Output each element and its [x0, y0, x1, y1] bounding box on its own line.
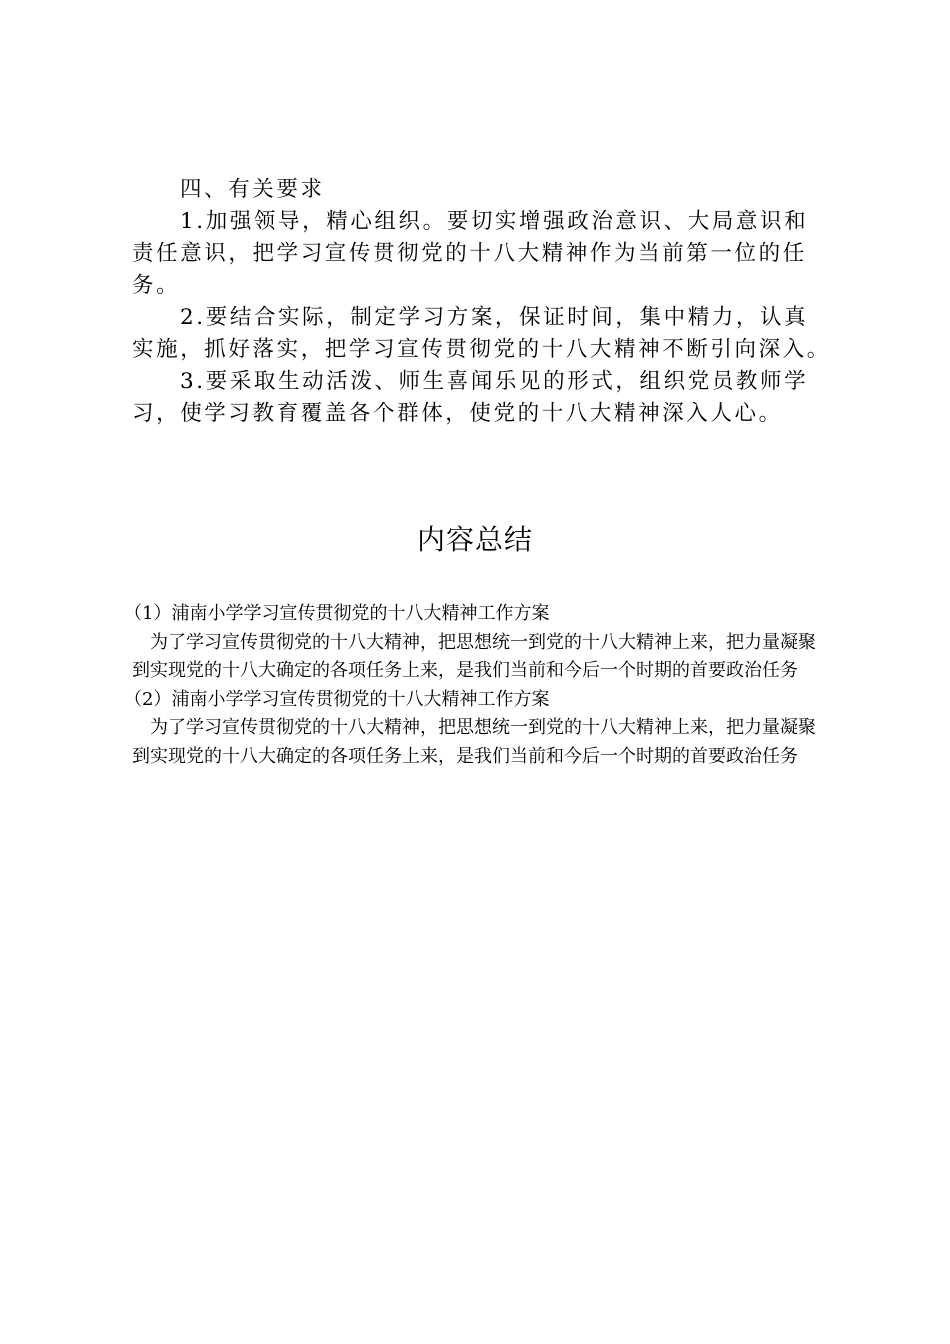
requirement-item-3: 3.要采取生动活泼、师生喜闻乐见的形式，组织党员教师学习，使学习教育覆盖各个群体，使党的十八大精神深入人心。	[132, 369, 809, 426]
summary-section	[124, 600, 832, 771]
summary-entry-body-2: 为了学习宣传贯彻党的十八大精神，把思想统一到党的十八大精神上来，把力量凝聚到实现党的十八大确定的各项任务上来，是我们当前和今后一个时期的首要政治任务	[132, 717, 816, 767]
summary-entry-title-2: （2）浦南小学学习宣传贯彻党的十八大精神工作方案	[124, 688, 550, 710]
requirement-item-1: 1.加强领导，精心组织。要切实增强政治意识、大局意识和责任意识，把学习宣传贯彻党的十八大精神作为当前第一位的任务。	[132, 209, 809, 298]
requirements-heading: 四、有关要求	[180, 177, 325, 202]
summary-entry-body-1: 为了学习宣传贯彻党的十八大精神，把思想统一到党的十八大精神上来，把力量凝聚到实现党的十八大确定的各项任务上来，是我们当前和今后一个时期的首要政治任务	[132, 631, 816, 681]
requirements-section	[132, 174, 832, 430]
requirement-item-2: 2.要结合实际，制定学习方案，保证时间，集中精力，认真实施，抓好落实，把学习宣传贯彻党的十八大精神不断引向深入。	[132, 305, 831, 362]
summary-title: 内容总结	[416, 523, 533, 556]
summary-entry-title-1: （1）浦南小学学习宣传贯彻党的十八大精神工作方案	[124, 603, 550, 624]
